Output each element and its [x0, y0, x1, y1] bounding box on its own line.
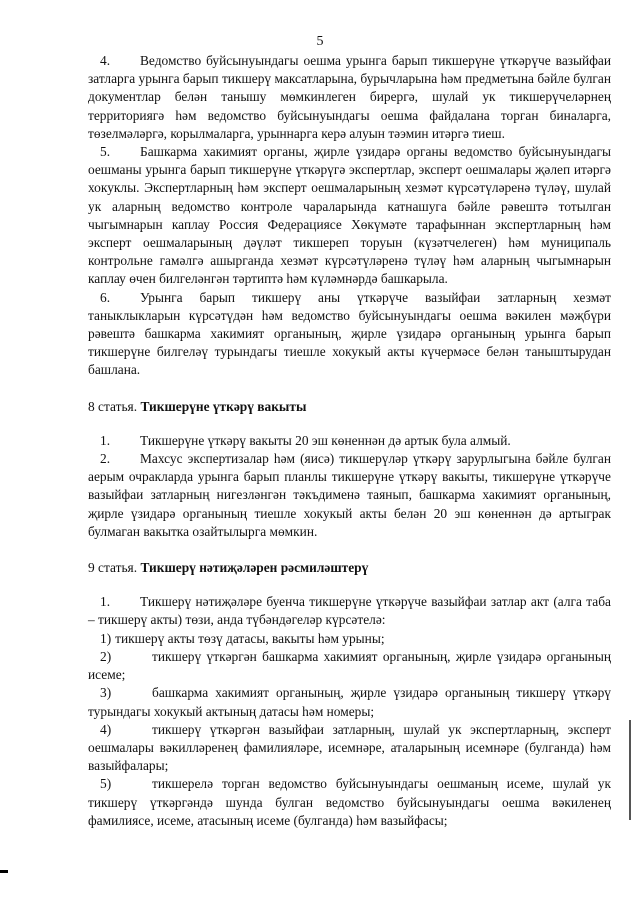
item-text: тикшерү үткәргән вазыйфаи затларның, шулай ук экспертларның, эксперт оешмалары вәкилләренең фамилияләре, исемнәре, аталарының исемнәре (булганда) һәм вазыйфалары;: [88, 721, 611, 774]
paragraph-number: 6.: [100, 289, 111, 305]
article-title: Тикшерү нәтиҗәләрен рәсмиләштерү: [140, 560, 369, 576]
article-prefix: 9 статья.: [88, 560, 138, 576]
item-text: Тикшерүне үткәрү вакыты 20 эш көненнән дә артык була алмый.: [140, 432, 511, 448]
article-9-heading: [88, 559, 611, 577]
article-9-subitem-3: [88, 684, 611, 720]
article-9-subitem-5: [88, 775, 611, 830]
item-number: 4): [100, 721, 112, 737]
item-number: 3): [100, 685, 112, 701]
document-body: [88, 52, 611, 830]
paragraph-number: 5.: [100, 144, 111, 160]
item-number: 1.: [100, 432, 111, 448]
article-8-item-2: [88, 450, 611, 541]
item-number: 1): [100, 630, 112, 646]
article-9-item-1: [88, 593, 611, 629]
paragraph-4: [88, 52, 611, 143]
paragraph-text: Урынга барып тикшерү аны үткәрүче вазыйфаи затларның хезмәт таныклыкларын күрсәтүдән һәм ведомство буйсынуындагы оешма вәкилен мәҗбүри рәвештә башкарма хакимият органының, җирле үзидарә органының урынга барып тикшерүне билгеләү турындагы тиешле хокукый акты күчермәсе белән таныштырудан башлана.: [88, 289, 611, 378]
paragraph-6: [88, 289, 611, 380]
article-title: Тикшерүне үткәрү вакыты: [140, 398, 307, 414]
paragraph-5: [88, 143, 611, 289]
item-text: Тикшерү нәтиҗәләре буенча тикшерүне үткәрүче вазыйфаи затлар акт (алга таба – тикшерү акты) төзи, анда түбәндәгеләр күрсәтелә:: [88, 594, 611, 628]
item-text: Махсус экспертизалар һәм (яисә) тикшерүләр үткәрү зарурлыгына бәйле булган аерым очракларда урынга барып планлы тикшерүне үткәрү вакыты, тикшерүне үткәрүче вазыйфаи затларның нигезләнгән тәкъдименә таянып, башкарма хакимият органының, җирле үзидарә органының тиешле хокукый акты белән 20 эш көненнән дә артыграк булмаган вакытка озайтылырга мөмкин.: [88, 451, 611, 539]
article-8-item-1: [88, 432, 611, 450]
scan-margin-mark: [0, 870, 8, 873]
item-text: тикшерү акты төзү датасы, вакыты һәм урыны;: [115, 630, 385, 646]
article-8-heading: [88, 398, 611, 416]
article-9-subitem-4: [88, 721, 611, 776]
item-number: 5): [100, 776, 112, 792]
article-9-subitem-1: [88, 630, 611, 648]
item-text: башкарма хакимият органының, җирле үзидарә органының тикшерү үткәрү турындагы хокукый актының датасы һәм номеры;: [88, 685, 611, 719]
page-number: 5: [316, 34, 324, 49]
paragraph-number: 4.: [100, 53, 111, 68]
item-text: тикшерү үткәргән башкарма хакимият органының, җирле үзидарә органының исеме;: [88, 648, 611, 683]
item-text: тикшерелә торган ведомство буйсынуындагы оешманың исеме, шулай ук тикшерү үткәргәндә шунда булган ведомство буйсынуындагы оешма вәкиленең фамилиясе, исеме, атасының исеме (булганда) һәм вазыйфасы;: [88, 776, 611, 828]
paragraph-text: Башкарма хакимият органы, җирле үзидарә органы ведомство буйсынуындагы оешманы урынга барып тикшерүне үткәрүгә экспертлар, эксперт оешмалары җәлеп итәргә хокуклы. Экспертларның һәм эксперт оешмаларының хезмәт күрсәтүләренә түләү, шулай ук аларның ведомство контроле чараларында катнашуга бәйле рәвештә тотылган чыгымнарын каплау Россия Федерациясе Хөкүмәте тарафыннан экспертларның һәм эксперт оешмаларының дәүләт тикшереп торуын (күзәтчелеген) һәм муниципаль контрольне гамәлгә ашырганда хезмәт күрсәтүләренә түләү һәм аларның чыгымнарын каплау өчен билгеләнгән тәртиптә һәм күләмнәрдә башкарыла.: [88, 144, 611, 287]
item-number: 2.: [100, 451, 111, 467]
scan-edge-line: [629, 720, 631, 820]
article-9-subitem-2: [88, 648, 611, 684]
article-prefix: 8 статья.: [88, 398, 138, 414]
item-number: 2): [100, 648, 112, 664]
item-number: 1.: [100, 594, 111, 610]
paragraph-text: Ведомство буйсынуындагы оешма урынга барып тикшерүне үткәрүче вазыйфаи затларга урынга барып тикшерү максатларына, бурычларына һәм предметына бәйле булган документлар белән танышу мөмкинлеген бирергә, шулай ук тикшерүчеләрнең территориягә һәм ведомство буйсынуындагы оешма файдалана торган биналарга, төзелмәләргә, корылмаларга, урыннарга керә алуын тәэмин итәргә тиеш.: [88, 53, 611, 141]
